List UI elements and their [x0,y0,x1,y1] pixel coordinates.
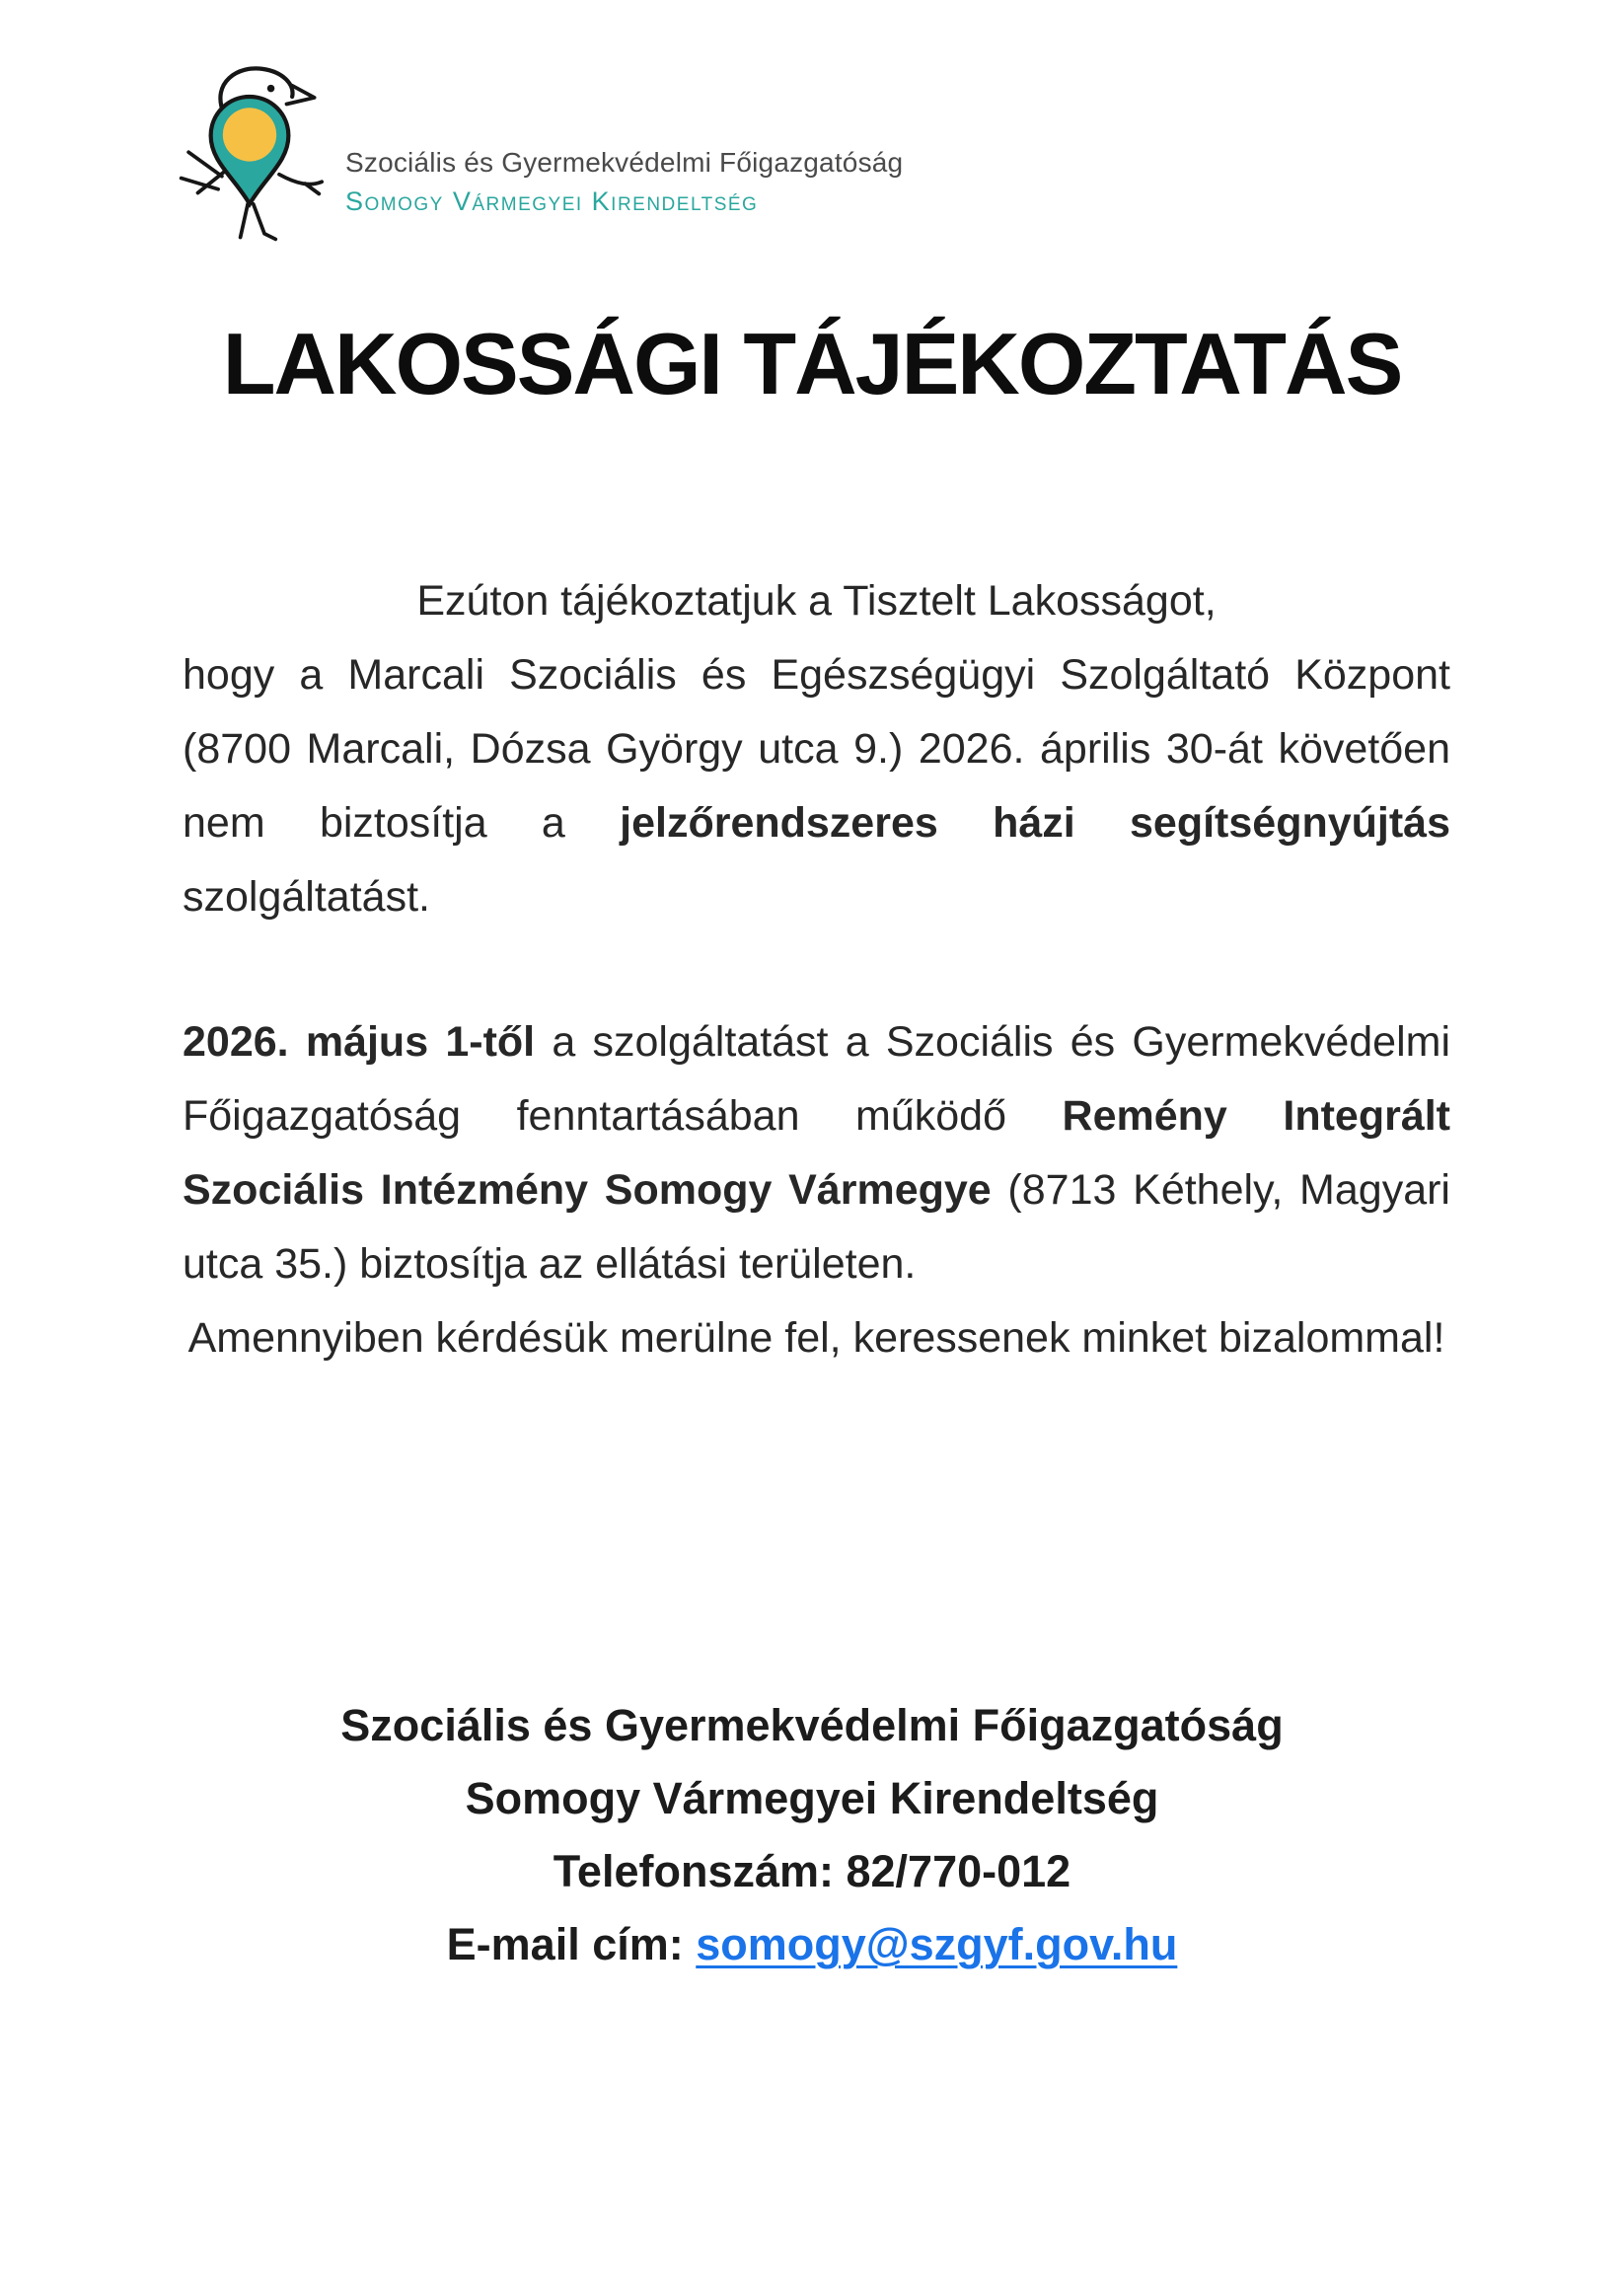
p1-text-2: szolgáltatást. [183,873,430,921]
contact-block [0,1689,1624,1981]
page-title: LAKOSSÁGI TÁJÉKOZTATÁS [222,315,1402,412]
logo-org-name: Szociális és Gyermekvédelmi Főigazgatóság [345,146,904,178]
footer-email-line [0,1908,1624,1981]
phone-label: Telefonszám: [553,1846,847,1896]
intro-line: Ezúton tájékoztatjuk a Tisztelt Lakosságot, [416,577,1217,625]
p2-text-2: (8713 Kéthely, Magyari utca 35.) biztosítja az ellátási területen. [183,1166,1450,1288]
closing-line: Amennyiben kérdésük merülne fel, keressenek minket bizalommal! [187,1314,1445,1362]
paragraph-new-provider [183,1005,1450,1301]
p1-text-1: hogy a Marcali Szociális és Egészségügyi Szolgáltató Központ (8700 Marcali, Dózsa György utca 9.) 2026. április 30-át követően nem biztosítja a [183,651,1450,847]
paragraph-service-ending [183,638,1450,934]
bird-pin-logo-icon [176,57,324,255]
p2-bold-institution: Remény Integrált Szociális Intézmény Somogy Vármegye [183,1092,1450,1214]
p2-text-1: a szolgáltatást a Szociális és Gyermekvédelmi Főigazgatóság fenntartásában működő [183,1018,1450,1140]
logo-branch-name: Somogy Vármegyei Kirendeltség [345,185,759,216]
email-link[interactable]: somogy@szgyf.gov.hu [696,1919,1178,1969]
notice-body [183,564,1450,1375]
footer-branch-name: Somogy Vármegyei Kirendeltség [465,1773,1159,1823]
p2-bold-date: 2026. május 1-től [183,1018,536,1066]
p1-bold-service: jelzőrendszeres házi segítségnyújtás [620,799,1451,847]
szgyf-logo [176,57,903,255]
footer-phone-line [0,1835,1624,1908]
logo-text [345,96,903,217]
email-label: E-mail cím: [446,1919,697,1969]
footer-org-name: Szociális és Gyermekvédelmi Főigazgatóság [340,1700,1284,1750]
phone-number: 82/770-012 [846,1846,1071,1896]
